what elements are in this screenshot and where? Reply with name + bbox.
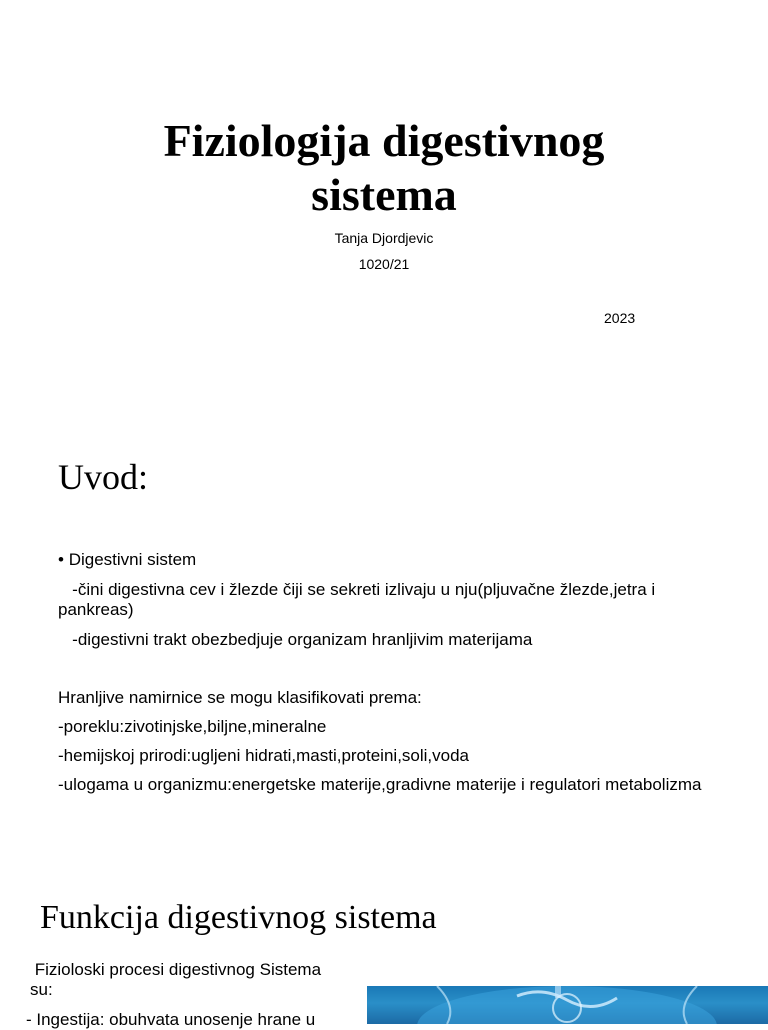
classification-item-role: -ulogama u organizmu:energetske materije,gradivne materije i regulatori metabolizma [58, 775, 702, 794]
digestive-anatomy-image [367, 986, 768, 1024]
bullet-label: Digestivni sistem [68, 550, 197, 569]
student-index: 1020/21 [358, 256, 410, 272]
intro-slide [0, 430, 768, 860]
description-line-2: -digestivni trakt obezbedjuje organizam hranljivim materijama [58, 630, 533, 649]
title-slide [0, 0, 768, 430]
bullet-dot-icon: • [58, 550, 64, 569]
classification-item-origin: -poreklu:zivotinjske,biljne,mineralne [58, 717, 327, 736]
torso-glow [417, 986, 717, 1024]
bullet-item [58, 550, 718, 570]
presentation-year: 2023 [604, 310, 636, 326]
esophagus [555, 986, 561, 998]
classification-intro: Hranljive namirnice se mogu klasifikovati prema: [58, 688, 422, 707]
author-name: Tanja Djordjevic [334, 230, 434, 246]
anatomy-illustration [367, 986, 768, 1024]
process-intro: Fizioloski procesi digestivnog Sistema su: [30, 960, 326, 999]
description-line-1: -čini digestivna cev i žlezde čiji se sekreti izlivaju u nju(pljuvačne žlezde,jetra i pankreas) [58, 580, 660, 619]
function-heading: Funkcija digestivnog sistema [40, 899, 437, 936]
ingestion-item: - Ingestija: obuhvata unosenje hrane u [26, 1010, 316, 1029]
presentation-title [0, 114, 768, 222]
classification-item-chemistry: -hemijskoj prirodi:ugljeni hidrati,masti,proteini,soli,voda [58, 746, 470, 765]
title-line-2: sistema [311, 169, 457, 220]
intro-heading: Uvod: [58, 457, 148, 497]
title-line-1: Fiziologija digestivnog [163, 115, 605, 166]
function-slide [0, 860, 768, 1029]
